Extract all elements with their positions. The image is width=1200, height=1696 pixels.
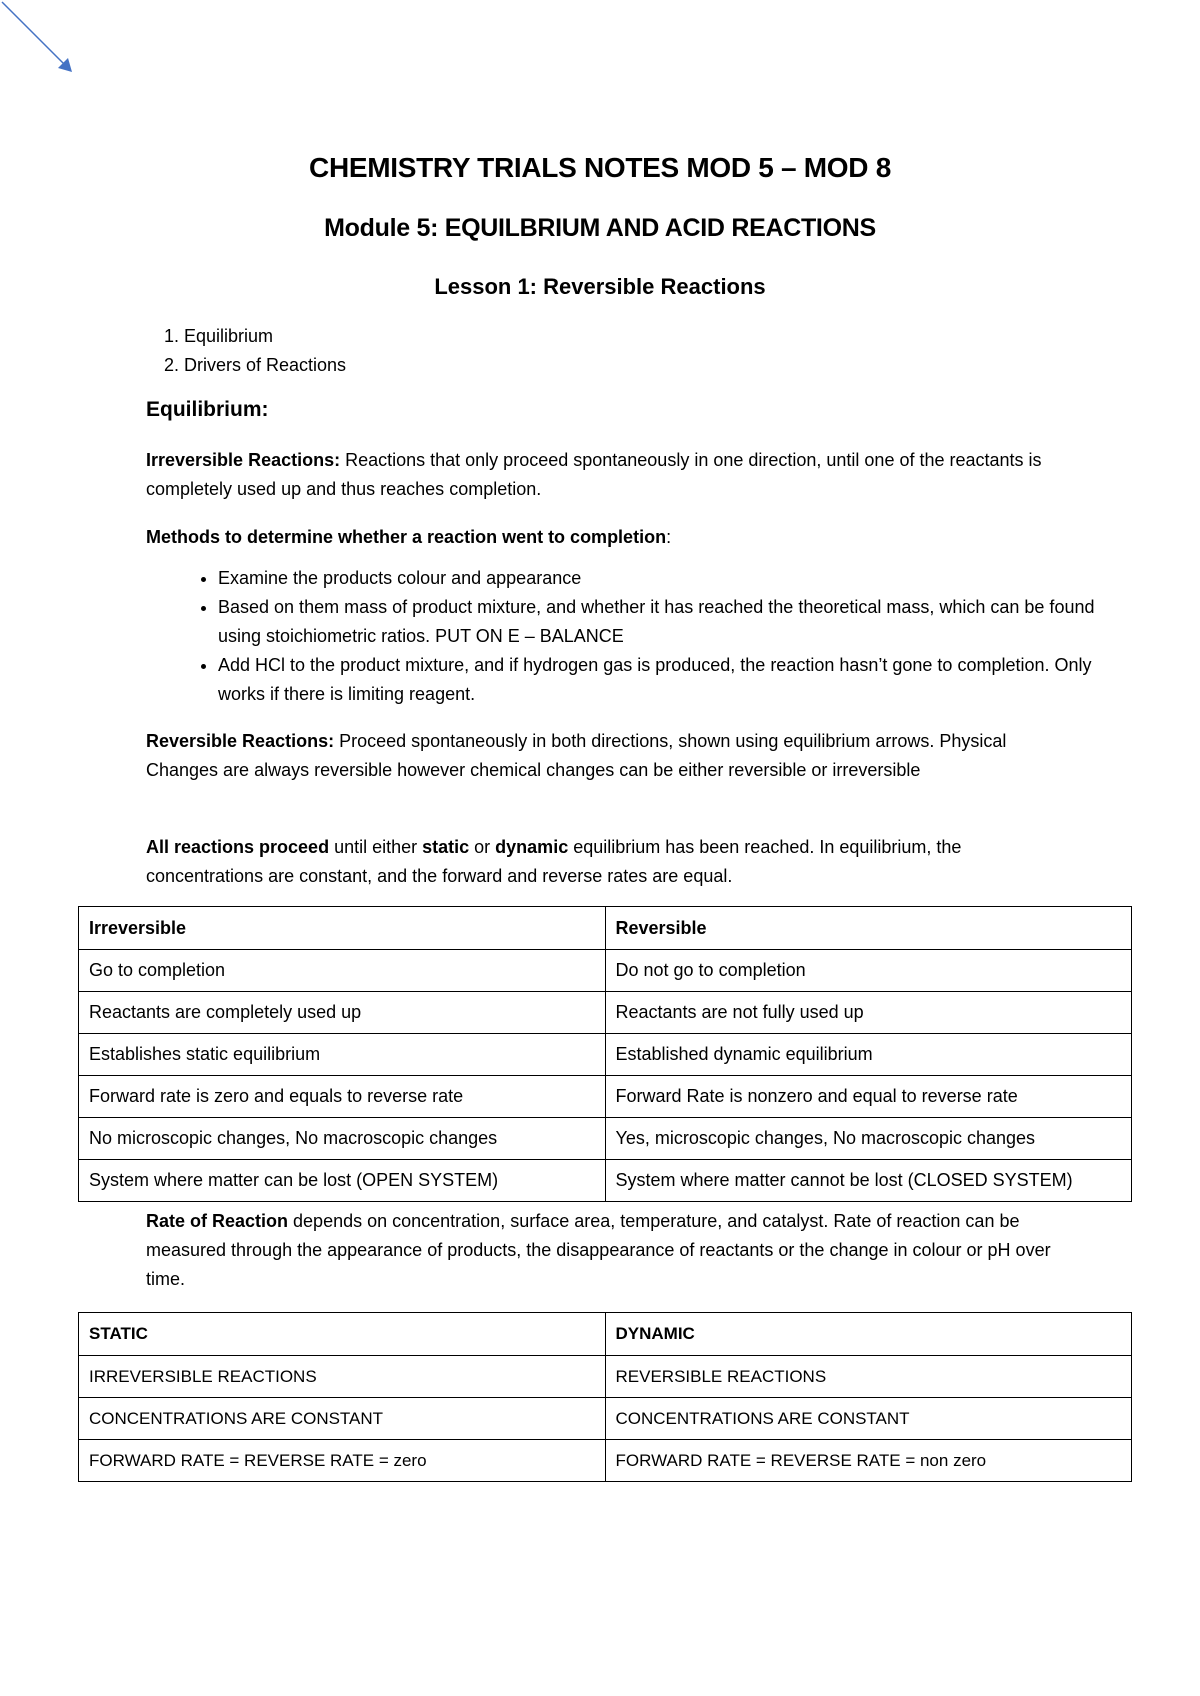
table-row xyxy=(79,1118,1132,1160)
methods-heading-text: Methods to determine whether a reaction went to completion xyxy=(146,527,667,547)
table-header-cell: Irreversible xyxy=(79,907,606,950)
all-reactions-paragraph xyxy=(146,833,1076,891)
reversible-paragraph xyxy=(146,727,1076,785)
table-row xyxy=(79,1398,1132,1440)
table-row xyxy=(79,992,1132,1034)
rate-of-reaction-paragraph xyxy=(146,1207,1076,1294)
section-heading: Equilibrium: xyxy=(146,398,269,421)
list-item: 2. Drivers of Reactions xyxy=(184,351,346,380)
bold-phrase: dynamic xyxy=(495,837,569,857)
bold-phrase: static xyxy=(422,837,470,857)
document-title: CHEMISTRY TRIALS NOTES MOD 5 – MOD 8 xyxy=(309,152,891,183)
table-cell: System where matter can be lost (OPEN SYSTEM) xyxy=(79,1160,606,1202)
bold-phrase: All reactions proceed xyxy=(146,837,330,857)
irreversible-paragraph xyxy=(146,446,1076,504)
table-row xyxy=(79,1076,1132,1118)
table-cell: FORWARD RATE = REVERSE RATE = zero xyxy=(79,1440,606,1482)
methods-heading-colon: : xyxy=(666,527,672,547)
methods-list xyxy=(182,564,1118,709)
table-cell: Established dynamic equilibrium xyxy=(605,1034,1132,1076)
list-item: • Examine the products colour and appearance xyxy=(218,564,1118,593)
static-vs-dynamic-table xyxy=(78,1312,1132,1482)
table-cell: FORWARD RATE = REVERSE RATE = non zero xyxy=(605,1440,1132,1482)
text-run: or xyxy=(469,837,496,857)
text-run: until either xyxy=(329,837,423,857)
methods-heading xyxy=(146,523,1076,552)
table-cell: IRREVERSIBLE REACTIONS xyxy=(79,1356,606,1398)
table-cell: Reactants are completely used up xyxy=(79,992,606,1034)
annotation-arrow-icon xyxy=(0,0,90,90)
irreversible-text: Reactions that only proceed spontaneously in one direction, until one of the reactants is completely used up and thus reaches completion. xyxy=(146,450,1042,499)
table-cell: Forward rate is zero and equals to reverse rate xyxy=(79,1076,606,1118)
table-cell: CONCENTRATIONS ARE CONSTANT xyxy=(605,1398,1132,1440)
table-cell: Forward Rate is nonzero and equal to reverse rate xyxy=(605,1076,1132,1118)
list-item: 1. Equilibrium xyxy=(184,322,346,351)
table-row xyxy=(79,950,1132,992)
table-header-cell: STATIC xyxy=(79,1313,606,1356)
table-row xyxy=(79,1160,1132,1202)
module-heading: Module 5: EQUILBRIUM AND ACID REACTIONS xyxy=(324,214,876,242)
table-cell: CONCENTRATIONS ARE CONSTANT xyxy=(79,1398,606,1440)
lesson-contents-list xyxy=(148,322,346,380)
text-run: equilibrium has been reached. In equilibrium, the concentrations are constant, and the forward and reverse rates are equal. xyxy=(146,837,962,886)
table-cell: Do not go to completion xyxy=(605,950,1132,992)
irreversible-label: Irreversible Reactions: xyxy=(146,450,341,470)
table-row xyxy=(79,1440,1132,1482)
reversible-text: Proceed spontaneously in both directions, shown using equilibrium arrows. Physical Changes are always reversible however chemical changes can be either reversible or irreversible xyxy=(146,731,1007,780)
table-header-row xyxy=(79,907,1132,950)
table-row xyxy=(79,1034,1132,1076)
reversible-label: Reversible Reactions: xyxy=(146,731,335,751)
table-header-cell: Reversible xyxy=(605,907,1132,950)
rate-text: depends on concentration, surface area, temperature, and catalyst. Rate of reaction can be measured through the appearance of products, the disappearance of reactants or the change in colour or pH over time. xyxy=(146,1211,1051,1289)
rate-label: Rate of Reaction xyxy=(146,1211,289,1231)
table-header-cell: DYNAMIC xyxy=(605,1313,1132,1356)
table-header-row xyxy=(79,1313,1132,1356)
table-cell: Reactants are not fully used up xyxy=(605,992,1132,1034)
list-item: • Add HCl to the product mixture, and if hydrogen gas is produced, the reaction hasn’t gone to completion. Only works if there is limiting reagent. xyxy=(218,651,1118,709)
table-cell: Establishes static equilibrium xyxy=(79,1034,606,1076)
irreversible-vs-reversible-table xyxy=(78,906,1132,1202)
list-item: • Based on them mass of product mixture, and whether it has reached the theoretical mass, which can be found using stoichiometric ratios. PUT ON E – BALANCE xyxy=(218,593,1118,651)
table-cell: REVERSIBLE REACTIONS xyxy=(605,1356,1132,1398)
table-cell: System where matter cannot be lost (CLOSED SYSTEM) xyxy=(605,1160,1132,1202)
lesson-heading: Lesson 1: Reversible Reactions xyxy=(434,274,766,299)
table-cell: No microscopic changes, No macroscopic changes xyxy=(79,1118,606,1160)
table-cell: Go to completion xyxy=(79,950,606,992)
table-row xyxy=(79,1356,1132,1398)
table-cell: Yes, microscopic changes, No macroscopic changes xyxy=(605,1118,1132,1160)
